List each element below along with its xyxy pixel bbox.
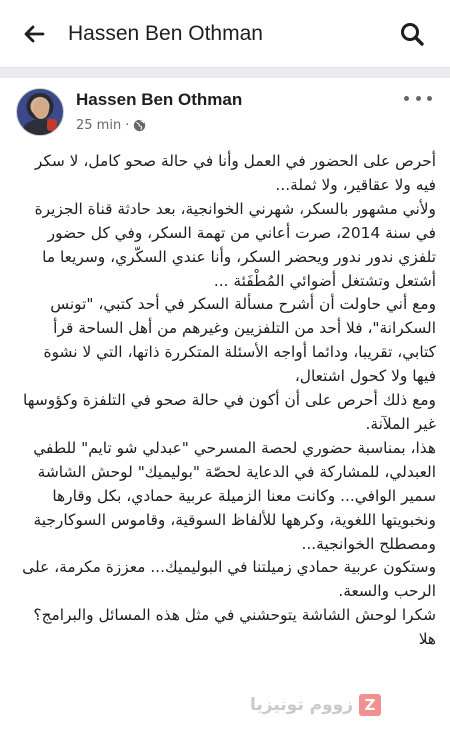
search-button[interactable] — [390, 12, 434, 56]
search-icon — [399, 21, 425, 47]
back-button[interactable] — [10, 10, 58, 58]
top-app-bar — [0, 0, 450, 68]
more-options-button[interactable] — [404, 88, 432, 108]
feed-divider — [0, 68, 450, 78]
post-paragraph: هذا، بمناسبة حضوري لحصة المسرحي "عبدلي شو تايم" للطفي العبدلي، للمشاركة في الدعاية لحصّة "بوليميك" لوحش الشاشة سمير الوافي... وكانت معنا الزميلة عربية حمادي، بكل وقارها ونخبويتها اللغوية، وكرهها للألفاظ السوقية، وقاموس السوكارجية ومصطلح الخوانجية... — [33, 438, 436, 553]
post-paragraph: شكرا لوحش الشاشة يتوحشني في مثل هذه المسائل والبرامج؟ — [33, 606, 436, 625]
post-paragraph: ولأني مشهور بالسكر، شهرني الخوانجية، بعد حادثة قناة الجزيرة في سنة 2014، صرت أعاني من تهمة السكر، وفي كل حضور تلفزي ندور ندور ويحضر السكر، وأنا عندي السكّري، وسريعا ما أشتعل وتشتغل أضوائي المُطْفَئة ... — [34, 199, 436, 290]
more-dot-icon — [427, 96, 432, 101]
post-author-name[interactable]: Hassen Ben Othman — [76, 90, 243, 109]
post-paragraph: وستكون عربية حمادي زميلتنا في البوليميك... معززة مكرمة، على الرحب والسعة. — [22, 558, 436, 601]
more-dot-icon — [404, 96, 409, 101]
arrow-left-icon — [22, 22, 46, 46]
post-header — [0, 78, 450, 148]
page-title: Hassen Ben Othman — [68, 21, 263, 45]
globe-icon — [133, 119, 146, 132]
watermark-logo-icon: Z — [359, 694, 381, 716]
more-dot-icon — [416, 96, 421, 101]
post-paragraph: هلا — [418, 630, 436, 649]
post-paragraph: ومع أني حاولت أن أشرح مسألة السكر في أحد كتبي، "تونس السكرانة"، فلا أحد من التلفزيين وغيرهم من أهل الساحة قرأ كتابي، تقريبا، ودائما أواجه الأسئلة المتكررة ذاتها، التي لا نشوة فيها ولا كحول اشتعال، — [43, 295, 436, 386]
watermark — [250, 690, 381, 720]
post-paragraph: ومع ذلك أحرص على أن أكون في حالة صحو في التلفزة وكؤوسها غير الملآنة. — [23, 391, 436, 433]
post-meta — [76, 118, 146, 133]
watermark-text: زووم تونيزيا — [250, 695, 354, 715]
avatar[interactable] — [16, 88, 64, 136]
post-text — [16, 150, 436, 652]
post-timestamp[interactable]: 25 min — [76, 118, 122, 133]
post-paragraph: أحرص على الحضور في العمل وأنا في حالة صحو كامل، لا سكر فيه ولا عقاقير، ولا ثملة... — [34, 152, 436, 194]
meta-separator: · — [125, 118, 130, 133]
